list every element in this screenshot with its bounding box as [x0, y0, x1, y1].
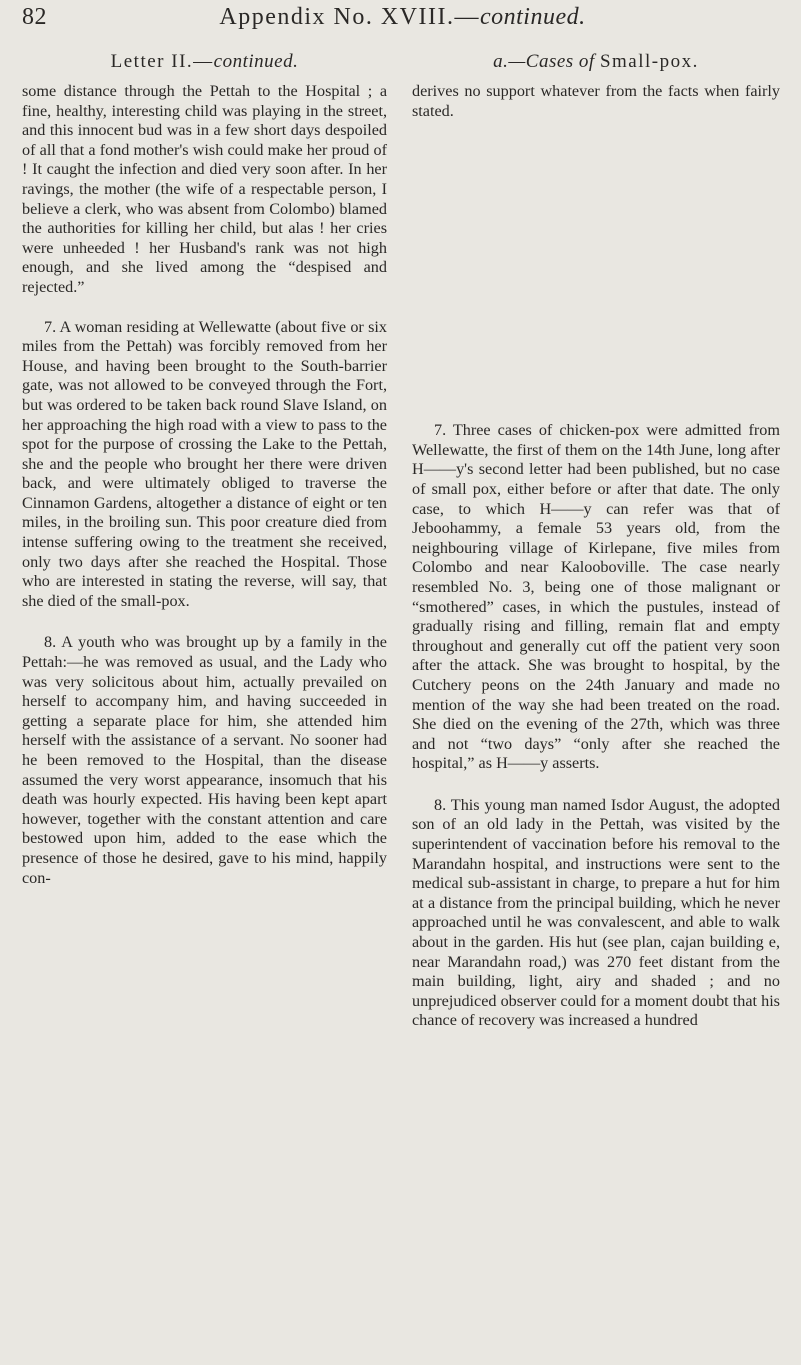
left-heading-main: Letter II.— [110, 51, 214, 72]
paragraph-8-left: 8. A youth who was brought up by a family in the Pettah:—he was removed as usual, and the Lady who was very solicitous about him, actually prevailed on herself to accompany him, and having succeeded in getting a separate place for him, she attended him herself with the assistance of a servant. No sooner had he been removed to the Hospital, than the disease assumed the very worst appearance, insomuch that his death was hourly expected. His having been kept apart however, together with the constant attention and care bestowed upon him, added to the ease which the presence of those he desired, gave to his mind, happily con- [22, 633, 387, 887]
running-title [22, 4, 783, 31]
right-column [412, 50, 780, 1031]
running-title-main: Appendix No. XVIII.— [219, 4, 480, 30]
left-column [22, 50, 387, 888]
running-title-continued: continued. [479, 4, 586, 30]
right-heading-main: a.—Cases of [493, 51, 600, 72]
paragraph-continuation-right: derives no support whatever from the facts when fairly stated. [412, 82, 780, 120]
paragraph-8-right: 8. This young man named Isdor August, the adopted son of an old lady in the Pettah, was visited by the superintendent of vaccination before his removal to the Marandahn hospital, and instructions were sent to the medical sub-assistant in charge, to prepare a hut for him at a distance from the principal building, which he never approached until he was convalescent, and able to walk about in the garden. His hut (see plan, cajan building e, near Marandahn road,) was 270 feet distant from the main building, light, airy and shaded ; and no unprejudiced observer could for a moment doubt that his chance of recovery was increased a hundred [412, 795, 780, 1030]
page-number: 82 [22, 4, 47, 30]
paragraph-continuation: some distance through the Pettah to the Hospital ; a fine, healthy, interesting child was playing in the street, and this innocent bud was in a few short days despoiled of all that a fond mother's wish could make her proud of ! It caught the infection and died very soon after. In her ravings, the mother (the wife of a respectable person, I believe a clerk, who was absent from Colombo) blamed the authorities for killing her child, but alas ! her cries were unheeded ! her Husband's rank was not high enough, and she lived among the “despised and rejected.” [22, 82, 387, 296]
running-head [22, 4, 783, 44]
left-heading-continued: continued. [213, 51, 299, 72]
right-column-heading [412, 50, 780, 74]
paragraph-7-right: 7. Three cases of chicken-pox were admitted from Wellewatte, the first of them on the 14th June, long after H——y's second letter had been published, but no case of small pox, either before or after that date. The only case, to which H——y can refer was that of Jeboohammy, a female 53 years old, from the neighbouring village of Kirlepane, five miles from Colombo and near Kalooboville. The case nearly resembled No. 3, being one of those malignant or “smothered” cases, in which the pustules, instead of gradually rising and filling, remain flat and empty throughout and generally cut off the patient very soon after the attack. She was brought to hospital, by the Cutchery peons on the 24th January and made no mention of the way she had been treated on the road. She died on the evening of the 27th, which was three and not “two days” “only after she reached the hospital,” as H——y asserts. [412, 421, 780, 773]
left-column-heading [22, 50, 387, 74]
paragraph-7-left: 7. A woman residing at Wellewatte (about five or six miles from the Pettah) was forcibly removed from her House, and having been brought to the South-barrier gate, was not allowed to be conveyed through the Fort, but was ordered to be taken back round Slave Island, on her approaching the high road with a view to pass to the spot for the purpose of crossing the Lake to the Pettah, she and the people who brought her there were driven back, and were ultimately obliged to traverse the Cinnamon Gardens, altogether a distance of eight or ten miles, in the broiling sun. This poor creature died from intense suffering owing to the treatment she received, only two days after she reached the Hospital. Those who are interested in stating the reverse, will say, that she died of the small-pox. [22, 317, 387, 610]
right-heading-small-caps: Small-pox. [599, 51, 699, 72]
